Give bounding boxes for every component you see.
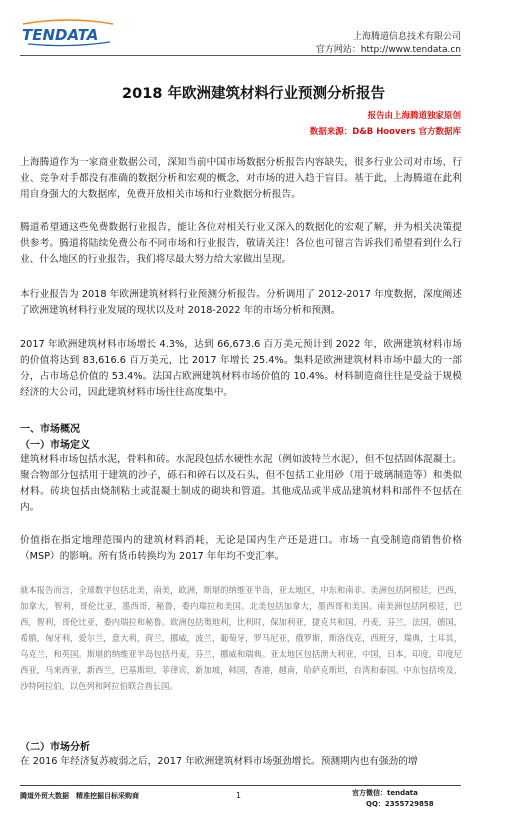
definition-paragraph: 建筑材料市场包括水泥，骨料和砖。水泥段包括水硬性水泥（例如波特兰水泥），但不包括固体混凝土。聚合物部分包括用于建筑的沙子，砾石和碎石以及石头，但不包括工业用砂（用于玻璃制造等）和类似材料。砖块包括由烧制粘土或混凝土制成的砌块和管道。其他成品或半成品建筑材料和部件不包括在内。: [20, 454, 462, 513]
report-title: 2018 年欧洲建筑材料行业预测分析报告: [122, 86, 385, 102]
footer-qq: QQ：2355729858: [366, 800, 434, 808]
intro-paragraph: 上海腾道作为一家商业数据公司，深知当前中国市场数据分析报告内容缺失，很多行业公司对市场、行业、竞争对手都没有准确的数据分析和宏观的概念，对市场的进入趋于盲目。基于此，上海腾道在此利用自身强大的大数据库，免费开放相关市场和行业数据分析报告。: [20, 157, 462, 200]
analysis-paragraph: 在 2016 年经济复苏疲弱之后，2017 年欧洲建筑材料市场强劲增长。预测期内也有强劲的增: [20, 756, 418, 767]
footer-slogan: 腾道外贸大数据 精准挖掘目标采购商: [20, 792, 139, 800]
section-heading-market-overview: 一、市场概况: [20, 424, 80, 435]
geography-paragraph: 就本报告而言，全球数字包括北美，南美，欧洲，斯堪的纳维亚半岛，亚太地区，中东和南非。美洲包括阿根廷，巴西，加拿大，智利，哥伦比亚，墨西哥，秘鲁，委内瑞拉和美国。北美包括加拿大，墨西哥和美国。南美洲包括阿根廷，巴西，智利，哥伦比亚，委内瑞拉和秘鲁。欧洲包括奥地利，比利时，保加利亚，捷克共和国，丹麦，芬兰，法国，德国，希腊，匈牙利，爱尔兰，意大利，荷兰，挪威，波兰，葡萄牙，罗马尼亚，俄罗斯，斯洛伐克，西班牙，瑞典，土耳其，乌克兰，和英国。斯堪的纳维亚半岛包括丹麦，芬兰，挪威和瑞典。亚太地区包括澳大利亚，中国，日本，印度，印度尼西亚，马来西亚，新西兰，巴基斯坦，菲律宾，新加坡，韩国，香港，越南，哈萨克斯坦，台湾和泰国。中东包括埃及，沙特阿拉伯，以色列和阿拉伯联合酋长国。: [20, 585, 462, 691]
footer-wechat: 官方微信：tendata: [352, 789, 418, 797]
logo-text: TENDATA: [22, 26, 99, 44]
value-paragraph: 价值指在指定地理范围内的建筑材料消耗，无论是国内生产还是进口。市场一直受制造商销售价格（MSP）的影响。所有货币转换均为 2017 年年均不变汇率。: [20, 535, 462, 562]
source-line-2: 数据来源：D&B Hoovers 官方数据库: [309, 127, 461, 137]
subsection-heading-market-analysis: （二）市场分析: [20, 742, 90, 753]
company-name: 上海腾道信息技术有限公司: [352, 32, 461, 42]
intro-paragraph-2: 腾道希望通这些免费数据行业报告，能让各位对相关行业又深入的数据化的宏观了解，并为相关决策提供参考。腾道将陆续免费公布不同市场和行业报告，敬请关注！各位也可留言告诉我们希望看到什么行业、什么地区的行业报告，我们将尽最大努力给大家做出呈现。: [20, 222, 462, 265]
footer-rule: [20, 785, 461, 786]
page-number: 1: [236, 791, 242, 800]
header-rule: [20, 55, 461, 56]
company-website[interactable]: 官方网站：http://www.tendata.cn: [315, 45, 461, 55]
summary-paragraph: 2017 年欧洲建筑材料市场增长 4.3%，达到 66,673.6 百万美元预计到 2022 年，欧洲建筑材料市场的价值将达到 83,616.6 百万美元，比 2017 年增长 25.4%。集料是欧洲建筑材料市场中最大的一部分，占市场总价值的 53.4%。法国占欧洲建筑材料市场价值的 10.4%。材料制造商往往是受益于规模经济的大公司，因此建筑材料市场往往高度集中。: [20, 339, 462, 398]
scope-paragraph: 本行业报告为 2018 年欧洲建筑材料行业预测分析报告。分析调用了 2012-2017 年度数据，深度阐述了欧洲建筑材料行业发展的现状以及对 2018-2022 年的市场分析和预测。: [20, 289, 462, 316]
subsection-heading-market-definition: （一）市场定义: [20, 440, 90, 451]
tendata-logo: [20, 18, 116, 48]
source-line-1: 报告由上海腾道独家原创: [367, 111, 461, 121]
